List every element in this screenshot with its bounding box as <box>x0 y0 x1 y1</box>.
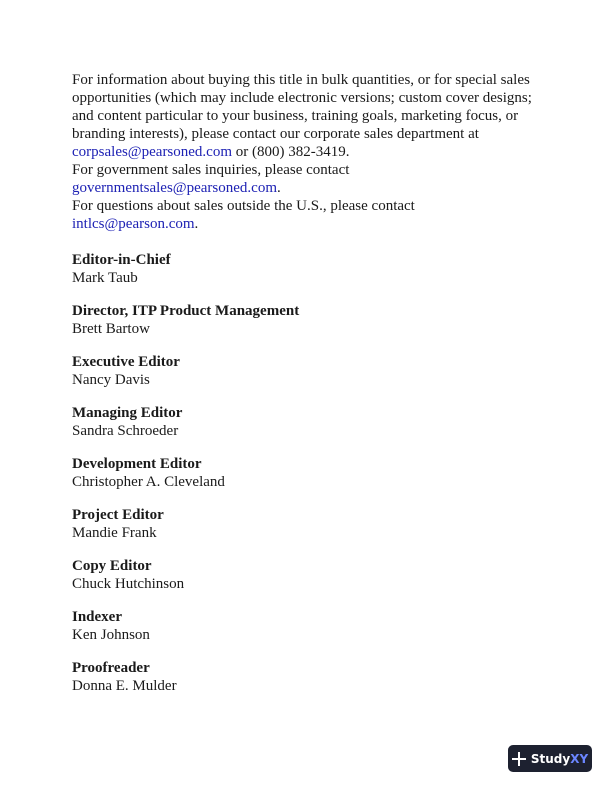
credit-role: Development Editor <box>72 456 202 472</box>
credit-entry <box>72 404 542 440</box>
credit-role: Indexer <box>72 609 122 625</box>
bulk-sales-text: For information about buying this title in bulk quantities, or for special sales opportunities (which may include electronic versions; custom cover designs; and content particular to your business, training goals, marketing focus, or branding interests), please contact our corporate sales department at <box>72 72 532 142</box>
credit-entry <box>72 608 542 644</box>
credit-entry <box>72 302 542 338</box>
government-sales-paragraph <box>72 161 542 197</box>
credit-name: Ken Johnson <box>72 627 150 643</box>
credit-name: Donna E. Mulder <box>72 678 177 694</box>
international-sales-text: For questions about sales outside the U.S., please contact <box>72 198 415 214</box>
corpsales-email-link[interactable]: corpsales@pearsoned.com <box>72 144 233 160</box>
credit-role: Director, ITP Product Management <box>72 303 300 319</box>
credit-role: Executive Editor <box>72 354 180 370</box>
bulk-sales-paragraph <box>72 71 542 161</box>
credit-role: Copy Editor <box>72 558 152 574</box>
credit-name: Christopher A. Cleveland <box>72 474 225 490</box>
credit-entry <box>72 455 542 491</box>
government-sales-text: For government sales inquiries, please contact <box>72 162 350 178</box>
studyxy-badge[interactable] <box>508 745 592 772</box>
badge-label <box>531 752 588 766</box>
international-sales-paragraph <box>72 197 542 233</box>
badge-brand-accent: XY <box>570 751 589 766</box>
credit-entry <box>72 251 542 287</box>
credit-role: Project Editor <box>72 507 164 523</box>
credit-entry <box>72 557 542 593</box>
corpsales-phone: or (800) 382-3419. <box>232 144 350 160</box>
credits-list <box>72 251 542 695</box>
international-period: . <box>194 216 199 232</box>
credit-role: Managing Editor <box>72 405 183 421</box>
government-period: . <box>277 180 281 196</box>
credit-name: Brett Bartow <box>72 321 150 337</box>
governmentsales-email-link[interactable]: governmentsales@pearsoned.com <box>72 180 277 196</box>
plus-icon <box>512 752 526 766</box>
sales-info <box>72 71 542 233</box>
credit-entry <box>72 506 542 542</box>
credit-name: Sandra Schroeder <box>72 423 179 439</box>
credit-role: Proofreader <box>72 660 150 676</box>
badge-brand-main: Study <box>530 751 571 766</box>
credit-entry <box>72 659 542 695</box>
credit-name: Chuck Hutchinson <box>72 576 185 592</box>
credit-name: Mark Taub <box>72 270 138 286</box>
credit-name: Mandie Frank <box>72 525 157 541</box>
credit-role: Editor-in-Chief <box>72 252 171 268</box>
credit-name: Nancy Davis <box>72 372 150 388</box>
credit-entry <box>72 353 542 389</box>
intlcs-email-link[interactable]: intlcs@pearson.com <box>72 216 195 232</box>
copyright-page <box>72 71 542 710</box>
